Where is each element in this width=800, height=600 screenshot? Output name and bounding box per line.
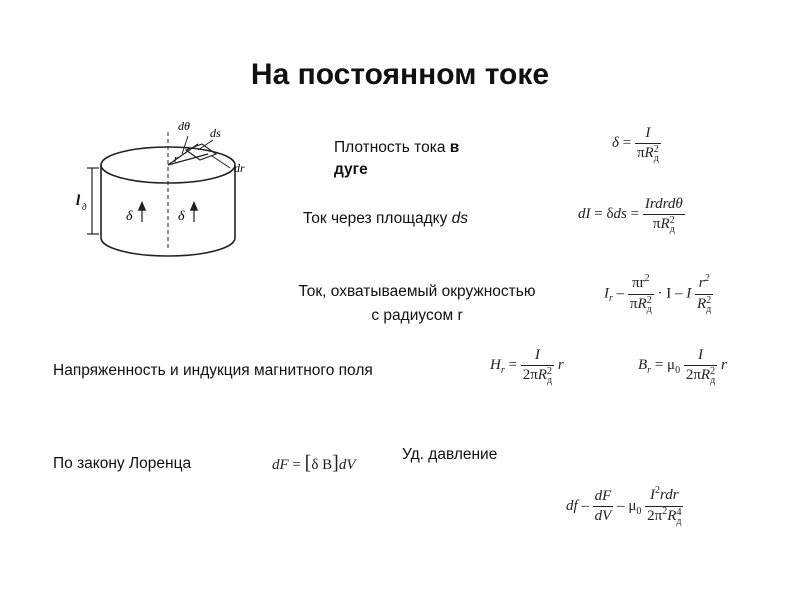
current-ds-label: Ток через площадку ds [303,210,469,227]
field-label: Напряженность и индукция магнитного поля [53,362,373,379]
pressure-label: Уд. давление [402,446,498,463]
current-ds-formula: dI = δds = Irdrdθ πR 2 д [578,196,683,235]
height-label: l [76,193,81,209]
current-density-label: Плотность тока в дуге [334,139,460,178]
current-r-formula: $I_r$ – $\pi r^2$ πR 2 д · I – I $r^2$ R 2 д [604,273,712,315]
page-title: На постоянном токе [250,58,550,91]
arc-cylinder-diagram [70,110,260,270]
delta-right-label: δ [178,209,185,224]
current-density-formula: δ = I πR 2 д [612,125,659,164]
lorentz-formula: dF = [δ B]dV [272,452,356,474]
ds-label: ds [210,126,221,140]
pressure-formula: df – $\frac{dF}{dV}$ – $\mu_0$ $I^2rdr$ $2\pi^2R$ 4 д [566,485,682,527]
current-r-label: Ток, охватываемый окружностью с радиусом r [298,283,536,324]
r-label: r [174,153,179,165]
field-H-formula: $H_r$ = I 2πR 2 д r [490,347,564,386]
field-B-formula: $B_r = \mu_0$ I 2πR 2 д r [638,347,727,386]
delta-left-label: δ [126,209,133,224]
lorentz-label: По закону Лоренца [53,455,192,472]
height-sub-label: д [82,202,87,212]
dr-label: dr [234,161,245,175]
dtheta-label: dθ [178,119,190,133]
